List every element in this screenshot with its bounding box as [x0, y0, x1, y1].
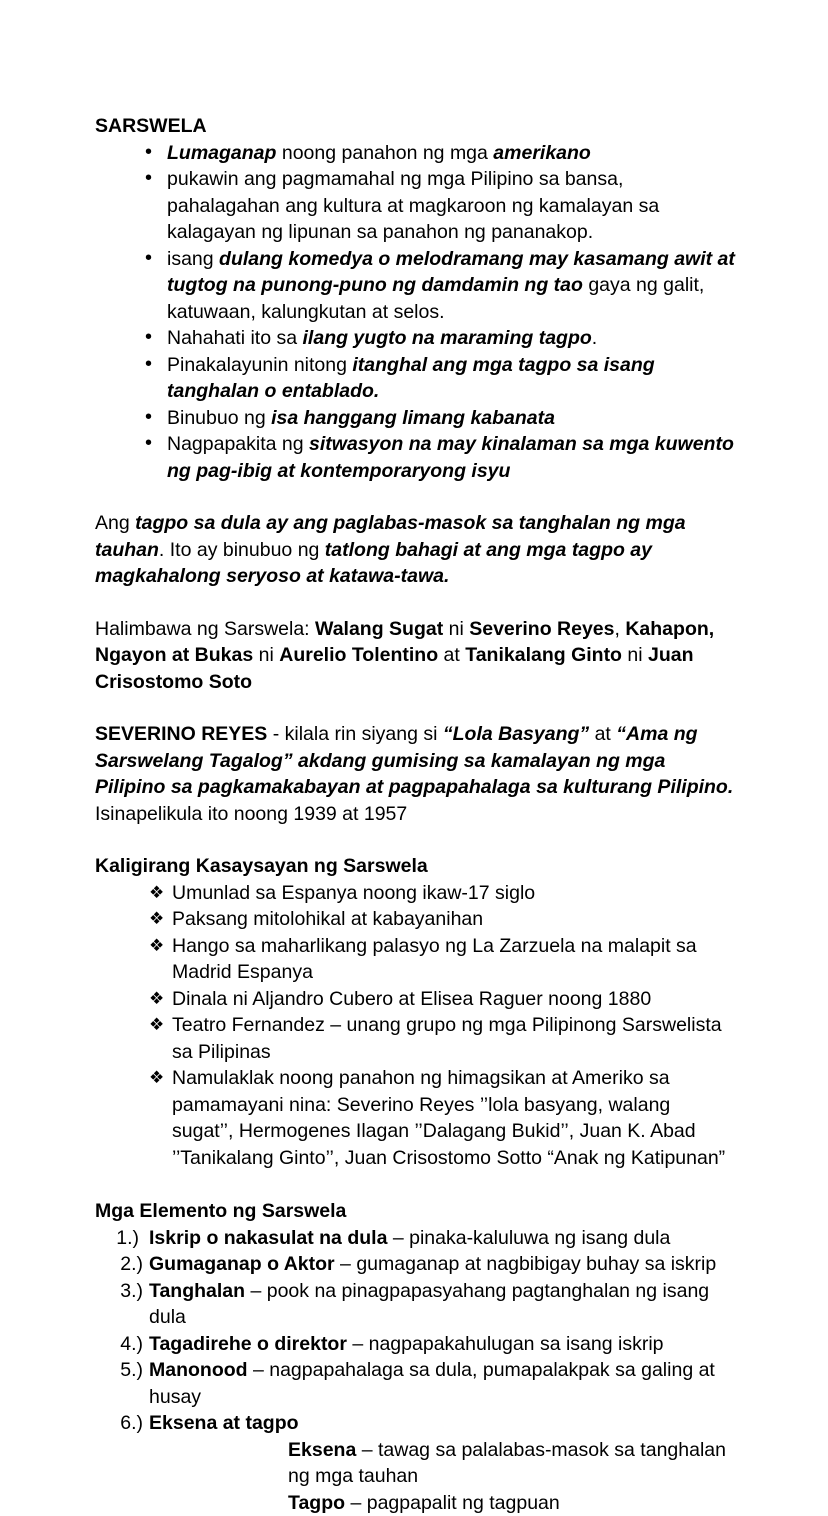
list-item-description: – nagpapakahulugan sa isang iskrip	[347, 1333, 664, 1355]
severino-paragraph	[95, 721, 735, 801]
text-run: ni	[443, 618, 469, 640]
list-item-term: Tagadirehe o direktor	[149, 1333, 347, 1355]
list-item	[95, 431, 735, 484]
list-item-number: 2.)	[95, 1251, 143, 1278]
elemento-list	[95, 1225, 735, 1437]
text-run: Binubuo ng	[167, 407, 271, 429]
subdefinition-term: Tagpo	[288, 1492, 345, 1514]
text-run: Walang Sugat	[315, 618, 443, 640]
subdefinition-term: Eksena	[288, 1439, 356, 1461]
list-item	[95, 1225, 735, 1252]
text-run: Nahahati ito sa	[167, 327, 303, 349]
list-item: ❖ Namulaklak noong panahon ng himagsikan at Ameriko sa pamamayani nina: Severino Reyes ’’lola basyang, walang sugat’’, Hermogenes Ilagan ’’Dalagang Bukid’’, Juan K. Abad ’’Tanikalang Ginto’’, Juan Crisostomo Sotto “Anak ng Katipunan”	[95, 1065, 735, 1171]
text-run: pukawin ang pagmamahal ng mga Pilipino sa bansa, pahalagahan ang kultura at magkaroon ng kamalayan sa kalagayan ng lipunan sa panahon ng pananakop.	[167, 168, 659, 243]
spacer	[95, 590, 735, 616]
list-item-term: Eksena at tagpo	[149, 1412, 299, 1434]
list-item: ❖ Teatro Fernandez – unang grupo ng mga Pilipinong Sarswelista sa Pilipinas	[95, 1012, 735, 1065]
text-run: ,	[615, 618, 626, 640]
list-item-number: 4.)	[95, 1331, 143, 1358]
text-run: . Ito ay binubuo ng	[159, 539, 325, 561]
list-item: ❖ Paksang mitolohikal at kabayanihan	[95, 906, 735, 933]
list-item-term: Tanghalan	[149, 1280, 245, 1302]
text-run: Nagpapakita ng	[167, 433, 309, 455]
tagpo-paragraph	[95, 510, 735, 590]
text-run: Halimbawa ng Sarswela:	[95, 618, 315, 640]
list-item	[95, 246, 735, 326]
text-run: SEVERINO REYES	[95, 723, 267, 745]
list-item: ❖ Hango sa maharlikang palasyo ng La Zarzuela na malapit sa Madrid Espanya	[95, 933, 735, 986]
text-run: Ang	[95, 512, 135, 534]
list-item-term: Iskrip o nakasulat na dula	[149, 1227, 387, 1249]
text-run: isa hanggang limang kabanata	[271, 407, 555, 429]
subdefinition	[288, 1490, 735, 1516]
list-item-term: Gumaganap o Aktor	[149, 1253, 335, 1275]
list-item-number: 3.)	[95, 1278, 143, 1305]
list-item-number: 5.)	[95, 1357, 143, 1384]
text-run: Pinakalayunin nitong	[167, 354, 352, 376]
subdefinition-description: – tawag sa palalabas-masok sa tanghalan ng mga tauhan	[288, 1439, 726, 1488]
elemento-subdefinitions	[95, 1437, 735, 1516]
isinapelikula-line: Isinapelikula ito noong 1939 at 1957	[95, 801, 735, 828]
list-item	[95, 1278, 735, 1331]
spacer	[95, 1171, 735, 1198]
list-item	[95, 1331, 735, 1358]
text-run: itanghal ang mga tagpo sa isang tanghalan o entablado.	[167, 354, 655, 403]
subdefinition-description: – pagpapalit ng tagpuan	[345, 1492, 560, 1514]
list-item: ❖ Umunlad sa Espanya noong ikaw-17 siglo	[95, 880, 735, 907]
spacer	[95, 484, 735, 510]
list-item-number: 6.)	[95, 1410, 143, 1437]
text-run: “Ama ng Sarswelang Tagalog” akdang gumising sa kamalayan ng mga Pilipino sa pagkamakabayan at pagpapahalaga sa kulturang Pilipino.	[95, 723, 733, 798]
list-item	[95, 1357, 735, 1410]
spacer	[95, 695, 735, 721]
list-item	[95, 405, 735, 432]
text-run: ilang yugto na maraming tagpo	[303, 327, 592, 349]
text-run: Lumaganap	[167, 142, 276, 164]
list-item-description: – nagpapahalaga sa dula, pumapalakpak sa galing at husay	[149, 1359, 715, 1408]
list-item-term: Manonood	[149, 1359, 248, 1381]
subdefinition	[288, 1437, 735, 1490]
halimbawa-paragraph	[95, 616, 735, 696]
text-run: noong panahon ng mga	[276, 142, 493, 164]
text-run: Aurelio Tolentino	[279, 644, 438, 666]
kaligirang-list	[95, 880, 735, 1172]
list-item	[95, 166, 735, 246]
kaligirang-heading: Kaligirang Kasaysayan ng Sarswela	[95, 853, 735, 880]
list-item	[95, 1410, 735, 1437]
text-run: at	[438, 644, 465, 666]
spacer	[95, 827, 735, 853]
text-run: ni	[253, 644, 279, 666]
text-run: tagpo sa dula ay ang paglabas-masok sa tanghalan ng mga tauhan	[95, 512, 686, 561]
text-run: Severino Reyes	[469, 618, 614, 640]
text-run: amerikano	[493, 142, 591, 164]
page-title: SARSWELA	[95, 113, 735, 140]
list-item	[95, 325, 735, 352]
text-run: - kilala rin siyang si	[267, 723, 443, 745]
text-run: at	[589, 723, 616, 745]
text-run: dulang komedya o melodramang may kasamang awit at tugtog na punong-puno ng damdamin ng tao	[167, 248, 735, 297]
list-item-description: – pook na pinagpapasyahang pagtanghalan ng isang dula	[149, 1280, 709, 1329]
list-item-description: – pinaka-kaluluwa ng isang dula	[387, 1227, 670, 1249]
document-body	[95, 113, 735, 1516]
elemento-heading: Mga Elemento ng Sarswela	[95, 1198, 735, 1225]
text-run: Juan Crisostomo Soto	[95, 644, 694, 693]
text-run: ni	[622, 644, 648, 666]
intro-bullet-list	[95, 140, 735, 485]
list-item	[95, 140, 735, 167]
text-run: tatlong bahagi at ang mga tagpo ay magkahalong seryoso at katawa-tawa.	[95, 539, 652, 588]
text-run: sitwasyon na may kinalaman sa mga kuwento ng pag-ibig at kontemporaryong isyu	[167, 433, 734, 482]
text-run: .	[592, 327, 597, 349]
list-item	[95, 1251, 735, 1278]
text-run: Tanikalang Ginto	[465, 644, 622, 666]
text-run: Kahapon, Ngayon at Bukas	[95, 618, 714, 667]
list-item-description: – gumaganap at nagbibigay buhay sa iskrip	[335, 1253, 717, 1275]
text-run: gaya ng galit, katuwaan, kalungkutan at selos.	[167, 274, 704, 323]
text-run: “Lola Basyang”	[443, 723, 589, 745]
list-item: ❖ Dinala ni Aljandro Cubero at Elisea Raguer noong 1880	[95, 986, 735, 1013]
list-item-number: 1.)	[95, 1225, 139, 1252]
text-run: isang	[167, 248, 219, 270]
list-item	[95, 352, 735, 405]
